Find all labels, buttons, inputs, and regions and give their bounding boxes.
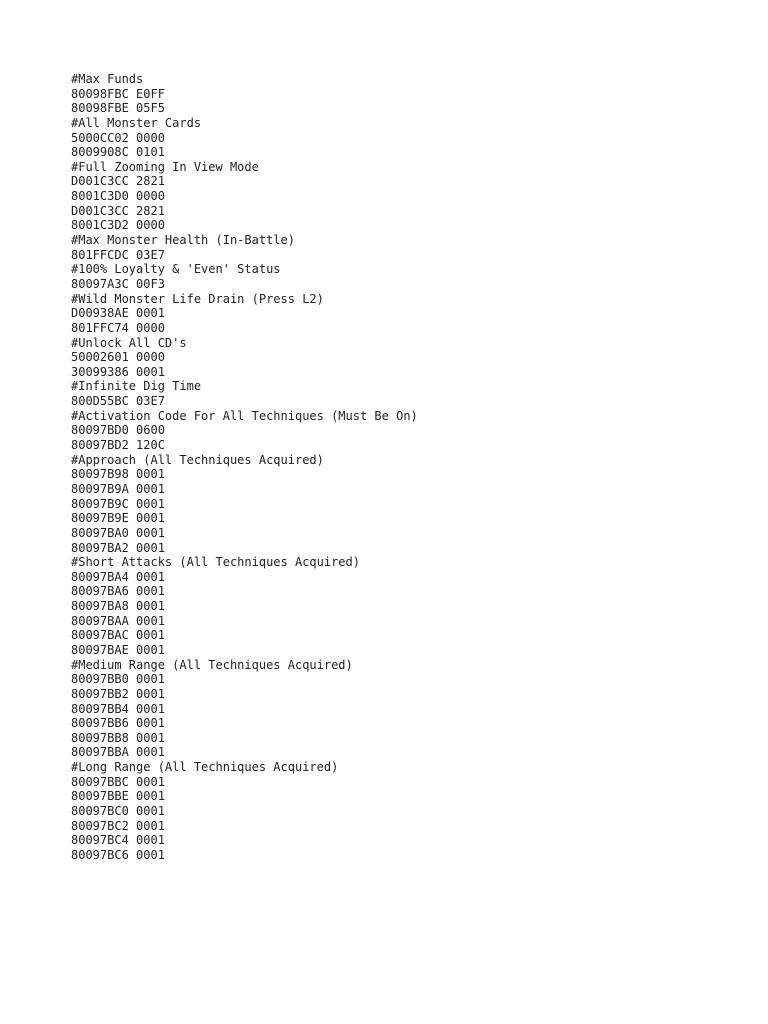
cheat-title: #All Monster Cards [71,115,202,130]
code-line: 80097A3C 00F3 [71,276,165,291]
cheat-title: #Max Monster Health (In-Battle) [71,233,295,248]
code-line: 80097B9E 0001 [71,511,165,526]
code-line: 80097BB8 0001 [71,730,165,745]
code-line: 801FFCDC 03E7 [71,247,165,262]
code-line: 8009908C 0101 [71,145,165,160]
cheat-title: #Max Funds [71,72,144,86]
code-line: 80097B9C 0001 [71,496,165,511]
code-line: 80097BC2 0001 [71,818,165,833]
code-line: 80097BA2 0001 [71,540,165,555]
code-line: 50002601 0000 [71,350,165,365]
code-line: D001C3CC 2821 [71,174,165,189]
code-line: 80097BB0 0001 [71,672,165,687]
code-line: 80097BA8 0001 [71,599,165,614]
cheat-title: #100% Loyalty & 'Even' Status [71,262,281,277]
cheat-title: #Long Range (All Techniques Acquired) [71,760,339,775]
cheat-title: #Activation Code For All Techniques (Must Be On) [71,408,418,423]
code-line: 80097BBC 0001 [71,774,165,789]
code-line: 80097BBA 0001 [71,745,165,760]
code-line: 80097BD2 120C [71,438,165,453]
code-line: 5000CC02 0000 [71,130,165,145]
code-line: 8001C3D2 0000 [71,218,165,233]
code-line: 80097BAE 0001 [71,642,165,657]
code-line: 80097BC4 0001 [71,833,165,848]
document-page [71,72,748,863]
code-line: 800D55BC 03E7 [71,394,165,409]
code-line: 80097BB6 0001 [71,716,165,731]
code-line: 80097BAA 0001 [71,613,165,628]
cheat-title: #Infinite Dig Time [71,379,202,394]
code-line: 8001C3D0 0000 [71,189,165,204]
code-line: 80097B9A 0001 [71,481,165,496]
code-line: 80097BAC 0001 [71,628,165,643]
code-line: 801FFC74 0000 [71,320,165,335]
code-line: 80097BB2 0001 [71,686,165,701]
cheat-code-listing [71,72,748,863]
code-line: 80097BC0 0001 [71,804,165,819]
code-line: 80098FBE 05F5 [71,101,165,116]
cheat-title: #Full Zooming In View Mode [71,159,259,174]
code-line: 80097BA4 0001 [71,569,165,584]
cheat-title: #Wild Monster Life Drain (Press L2) [71,291,324,306]
cheat-title: #Approach (All Techniques Acquired) [71,452,324,467]
code-line: 80097BC6 0001 [71,847,165,862]
code-line: 80097B98 0001 [71,467,165,482]
code-line: D001C3CC 2821 [71,203,165,218]
code-line: 30099386 0001 [71,364,165,379]
code-line: 80098FBC E0FF [71,86,165,101]
code-line: D00938AE 0001 [71,306,165,321]
code-line: 80097BBE 0001 [71,789,165,804]
code-line: 80097BA6 0001 [71,584,165,599]
cheat-title: #Medium Range (All Techniques Acquired) [71,657,353,672]
code-line: 80097BB4 0001 [71,701,165,716]
code-line: 80097BA0 0001 [71,525,165,540]
cheat-title: #Short Attacks (All Techniques Acquired) [71,555,360,570]
code-line: 80097BD0 0600 [71,423,165,438]
cheat-title: #Unlock All CD's [71,335,187,350]
